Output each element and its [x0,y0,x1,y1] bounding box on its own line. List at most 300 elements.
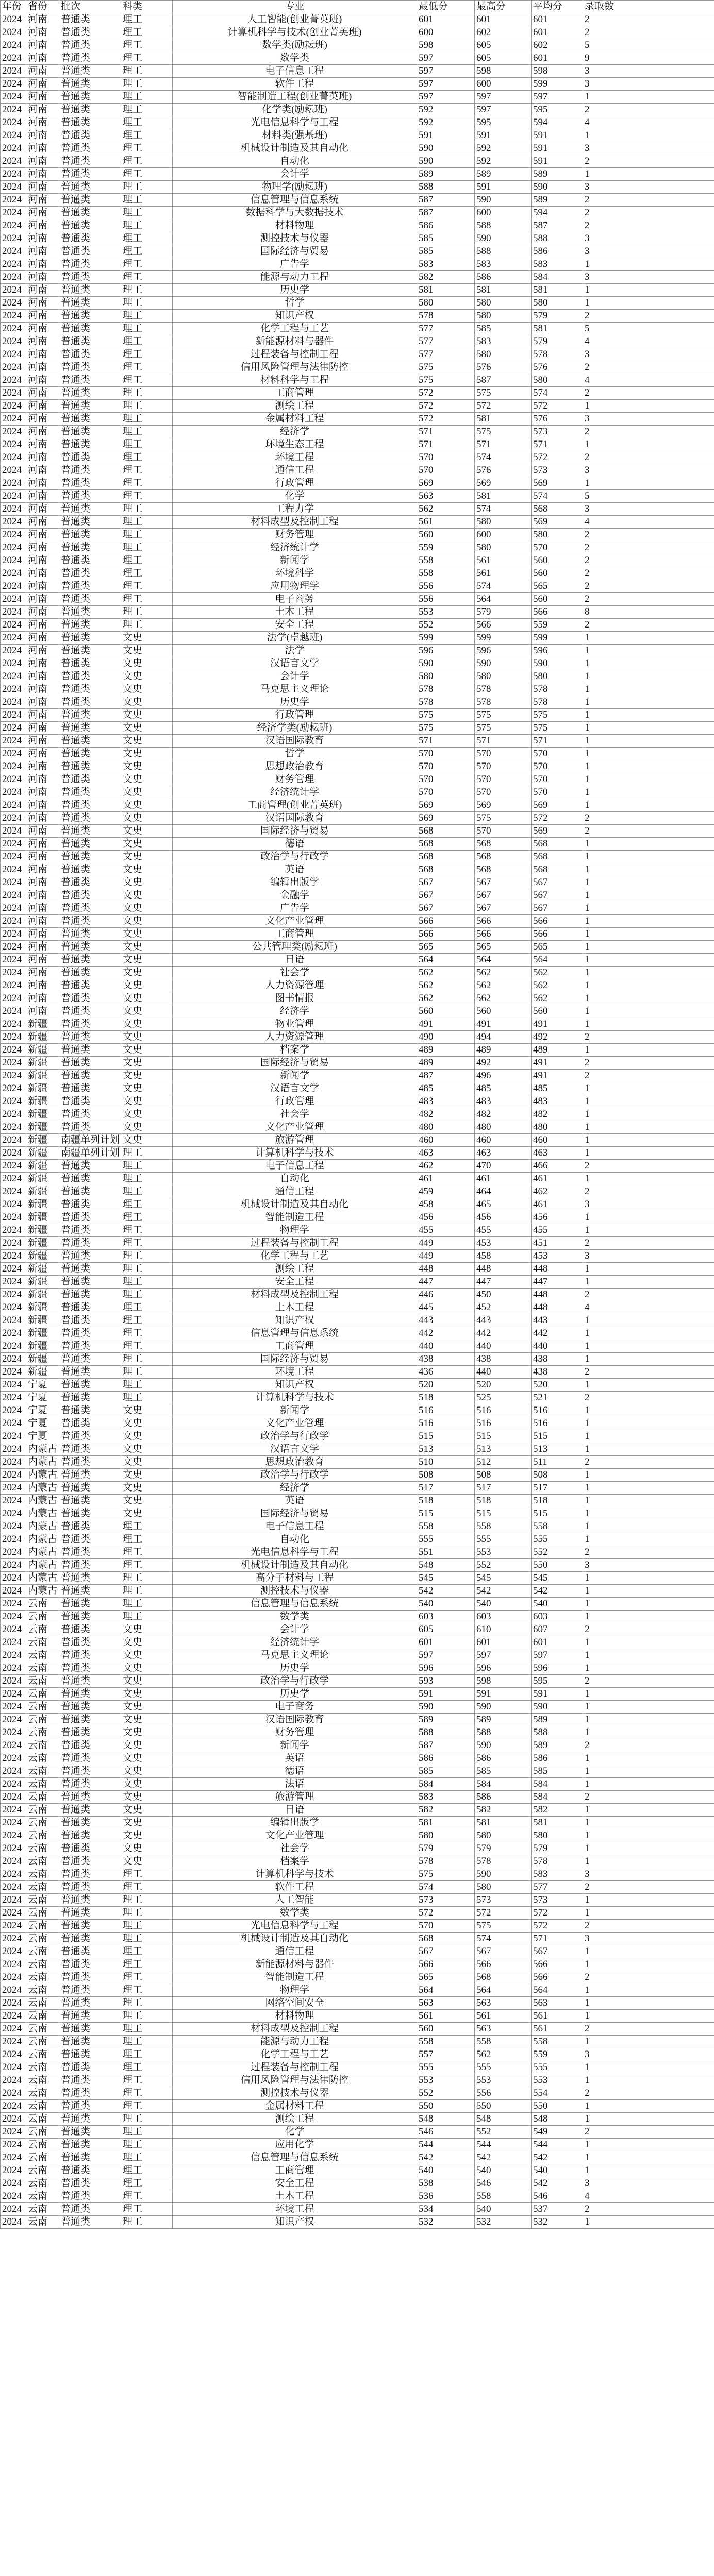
major-cell: 光电信息科学与工程 [173,1546,417,1559]
avg-score-cell: 568 [532,838,583,851]
admitted-count-cell: 2 [583,554,714,567]
province-cell: 河南 [26,104,59,116]
max-score-cell: 485 [475,1082,532,1095]
min-score-cell: 578 [417,683,475,696]
admitted-count-cell: 1 [583,1945,714,1958]
category-cell: 理工 [121,1559,173,1572]
avg-score-cell: 559 [532,619,583,632]
max-score-cell: 438 [475,1353,532,1366]
year-cell: 2024 [1,1160,26,1173]
batch-cell: 普通类 [59,786,121,799]
province-cell: 新疆 [26,1263,59,1276]
max-score-cell: 590 [475,657,532,670]
avg-score-cell: 491 [532,1018,583,1031]
batch-cell: 普通类 [59,1945,121,1958]
batch-cell: 普通类 [59,65,121,78]
avg-score-cell: 560 [532,554,583,567]
min-score-cell: 558 [417,554,475,567]
batch-cell: 普通类 [59,1366,121,1379]
category-cell: 理工 [121,1572,173,1585]
year-cell: 2024 [1,503,26,516]
province-cell: 新疆 [26,1070,59,1082]
max-score-cell: 544 [475,2139,532,2151]
admitted-count-cell: 1 [583,1636,714,1649]
avg-score-cell: 595 [532,104,583,116]
table-row [1,2023,714,2036]
avg-score-cell: 491 [532,1057,583,1070]
table-row [1,1778,714,1791]
province-cell: 云南 [26,1636,59,1649]
admitted-count-cell: 3 [583,271,714,284]
avg-score-cell: 511 [532,1456,583,1469]
avg-score-cell: 578 [532,696,583,709]
major-cell: 经济学 [173,1005,417,1018]
admitted-count-cell: 4 [583,374,714,387]
max-score-cell: 566 [475,928,532,941]
table-row [1,387,714,400]
major-cell: 思想政治教育 [173,1456,417,1469]
year-cell: 2024 [1,696,26,709]
max-score-cell: 588 [475,245,532,258]
avg-score-cell: 590 [532,1701,583,1714]
avg-score-cell: 607 [532,1623,583,1636]
batch-cell: 普通类 [59,799,121,812]
province-cell: 云南 [26,2074,59,2087]
table-row [1,1263,714,1276]
year-cell: 2024 [1,1791,26,1804]
province-cell: 河南 [26,490,59,503]
major-cell: 公共管理类(励耘班) [173,941,417,954]
province-cell: 云南 [26,2177,59,2190]
province-cell: 河南 [26,516,59,529]
admitted-count-cell: 2 [583,1971,714,1984]
max-score-cell: 496 [475,1070,532,1082]
category-cell: 理工 [121,2010,173,2023]
avg-score-cell: 569 [532,825,583,838]
category-cell: 理工 [121,258,173,271]
avg-score-cell: 447 [532,1276,583,1289]
province-cell: 河南 [26,65,59,78]
max-score-cell: 483 [475,1095,532,1108]
province-cell: 内蒙古 [26,1585,59,1598]
major-cell: 汉语言文学 [173,1443,417,1456]
category-cell: 文史 [121,1443,173,1456]
province-cell: 云南 [26,1778,59,1791]
batch-cell: 普通类 [59,2074,121,2087]
header-row [1,1,714,13]
table-row [1,129,714,142]
province-cell: 云南 [26,2126,59,2139]
max-score-cell: 570 [475,773,532,786]
admitted-count-cell: 3 [583,2048,714,2061]
table-row [1,2190,714,2203]
min-score-cell: 584 [417,1778,475,1791]
province-cell: 河南 [26,271,59,284]
table-row [1,1495,714,1507]
admitted-count-cell: 1 [583,657,714,670]
batch-cell: 普通类 [59,1327,121,1340]
admitted-count-cell: 1 [583,1173,714,1185]
year-cell: 2024 [1,554,26,567]
category-cell: 文史 [121,1662,173,1675]
max-score-cell: 564 [475,954,532,967]
major-cell: 社会学 [173,1842,417,1855]
admitted-count-cell: 1 [583,1108,714,1121]
admitted-count-cell: 1 [583,1327,714,1340]
batch-cell: 普通类 [59,541,121,554]
year-cell: 2024 [1,1082,26,1095]
admitted-count-cell: 1 [583,889,714,902]
min-score-cell: 580 [417,670,475,683]
avg-score-cell: 569 [532,799,583,812]
year-cell: 2024 [1,1289,26,1301]
province-cell: 新疆 [26,1147,59,1160]
category-cell: 理工 [121,116,173,129]
admitted-count-cell: 1 [583,799,714,812]
category-cell: 理工 [121,1289,173,1301]
table-row [1,2126,714,2139]
min-score-cell: 485 [417,1082,475,1095]
province-cell: 内蒙古 [26,1495,59,1507]
min-score-cell: 548 [417,2113,475,2126]
major-cell: 计算机科学与技术 [173,1392,417,1404]
table-row [1,1392,714,1404]
batch-cell: 普通类 [59,2023,121,2036]
min-score-cell: 580 [417,1829,475,1842]
batch-cell: 普通类 [59,1688,121,1701]
batch-cell: 普通类 [59,2100,121,2113]
year-cell: 2024 [1,748,26,760]
admitted-count-cell: 1 [583,1482,714,1495]
min-score-cell: 575 [417,722,475,735]
admitted-count-cell: 2 [583,1623,714,1636]
min-score-cell: 553 [417,2074,475,2087]
max-score-cell: 460 [475,1134,532,1147]
major-cell: 文化产业管理 [173,1417,417,1430]
min-score-cell: 579 [417,1842,475,1855]
province-cell: 河南 [26,902,59,915]
major-cell: 应用化学 [173,2139,417,2151]
year-cell: 2024 [1,1842,26,1855]
max-score-cell: 580 [475,310,532,323]
avg-score-cell: 587 [532,219,583,232]
province-cell: 新疆 [26,1108,59,1121]
min-score-cell: 553 [417,606,475,619]
table-row [1,26,714,39]
year-cell: 2024 [1,902,26,915]
category-cell: 理工 [121,2139,173,2151]
table-row [1,1971,714,1984]
batch-cell: 普通类 [59,1520,121,1533]
major-cell: 信息管理与信息系统 [173,2151,417,2164]
admitted-count-cell: 1 [583,1842,714,1855]
avg-score-cell: 589 [532,168,583,181]
province-cell: 河南 [26,284,59,297]
year-cell: 2024 [1,2139,26,2151]
min-score-cell: 570 [417,464,475,477]
province-cell: 河南 [26,348,59,361]
min-score-cell: 562 [417,967,475,979]
batch-cell: 普通类 [59,1778,121,1791]
max-score-cell: 570 [475,748,532,760]
max-score-cell: 443 [475,1314,532,1327]
table-row [1,13,714,26]
admitted-count-cell: 1 [583,645,714,657]
admitted-count-cell: 1 [583,992,714,1005]
category-cell: 理工 [121,1533,173,1546]
year-cell: 2024 [1,1276,26,1289]
province-cell: 河南 [26,26,59,39]
min-score-cell: 480 [417,1121,475,1134]
table-row [1,541,714,554]
max-score-cell: 610 [475,1623,532,1636]
min-score-cell: 518 [417,1495,475,1507]
province-cell: 云南 [26,2087,59,2100]
avg-score-cell: 570 [532,786,583,799]
category-cell: 文史 [121,1778,173,1791]
table-row [1,1070,714,1082]
table-row [1,863,714,876]
table-row [1,1984,714,1997]
batch-cell: 普通类 [59,1752,121,1765]
admitted-count-cell: 3 [583,348,714,361]
major-cell: 国际经济与贸易 [173,825,417,838]
major-cell: 过程装备与控制工程 [173,348,417,361]
major-cell: 安全工程 [173,2177,417,2190]
category-cell: 理工 [121,1147,173,1160]
avg-score-cell: 453 [532,1250,583,1263]
avg-score-cell: 602 [532,39,583,52]
major-cell: 数学类 [173,1907,417,1920]
batch-cell: 普通类 [59,1456,121,1469]
avg-score-cell: 601 [532,52,583,65]
max-score-cell: 562 [475,967,532,979]
major-cell: 政治学与行政学 [173,1430,417,1443]
category-cell: 理工 [121,477,173,490]
avg-score-cell: 584 [532,271,583,284]
table-row [1,194,714,207]
batch-cell: 普通类 [59,696,121,709]
category-cell: 理工 [121,426,173,438]
province-cell: 云南 [26,2061,59,2074]
min-score-cell: 589 [417,168,475,181]
province-cell: 河南 [26,580,59,593]
batch-cell: 普通类 [59,683,121,696]
batch-cell: 普通类 [59,2010,121,2023]
admitted-count-cell: 1 [583,1147,714,1160]
admitted-count-cell: 1 [583,632,714,645]
avg-score-cell: 571 [532,1933,583,1945]
year-cell: 2024 [1,992,26,1005]
max-score-cell: 586 [475,1791,532,1804]
avg-score-cell: 586 [532,245,583,258]
major-cell: 电子信息工程 [173,1160,417,1173]
year-cell: 2024 [1,735,26,748]
table-row [1,323,714,335]
year-cell: 2024 [1,838,26,851]
year-cell: 2024 [1,323,26,335]
major-cell: 电子商务 [173,1701,417,1714]
avg-score-cell: 594 [532,116,583,129]
table-row [1,2074,714,2087]
avg-score-cell: 567 [532,902,583,915]
province-cell: 新疆 [26,1366,59,1379]
category-cell: 文史 [121,1623,173,1636]
admitted-count-cell: 1 [583,1598,714,1611]
province-cell: 新疆 [26,1134,59,1147]
batch-cell: 普通类 [59,1842,121,1855]
table-row [1,1894,714,1907]
province-cell: 云南 [26,1714,59,1726]
admitted-count-cell: 2 [583,619,714,632]
year-cell: 2024 [1,1379,26,1392]
table-row [1,529,714,541]
admitted-count-cell: 2 [583,426,714,438]
max-score-cell: 589 [475,1714,532,1726]
max-score-cell: 574 [475,1933,532,1945]
min-score-cell: 570 [417,760,475,773]
major-cell: 安全工程 [173,1276,417,1289]
major-cell: 新能源材料与器件 [173,1958,417,1971]
avg-score-cell: 583 [532,258,583,271]
major-cell: 通信工程 [173,464,417,477]
batch-cell: 普通类 [59,194,121,207]
admitted-count-cell: 2 [583,13,714,26]
province-cell: 新疆 [26,1082,59,1095]
category-cell: 文史 [121,735,173,748]
major-cell: 行政管理 [173,477,417,490]
admitted-count-cell: 1 [583,168,714,181]
min-score-cell: 568 [417,863,475,876]
category-cell: 理工 [121,438,173,451]
min-score-cell: 459 [417,1185,475,1198]
avg-score-cell: 550 [532,2100,583,2113]
avg-score-cell: 589 [532,1739,583,1752]
category-cell: 文史 [121,1688,173,1701]
avg-score-cell: 521 [532,1392,583,1404]
year-cell: 2024 [1,413,26,426]
province-cell: 河南 [26,979,59,992]
category-cell: 文史 [121,1044,173,1057]
table-row [1,1649,714,1662]
admitted-count-cell: 3 [583,245,714,258]
batch-cell: 普通类 [59,1404,121,1417]
max-score-cell: 515 [475,1507,532,1520]
admitted-count-cell: 4 [583,335,714,348]
province-cell: 河南 [26,748,59,760]
year-cell: 2024 [1,1778,26,1791]
category-cell: 理工 [121,168,173,181]
table-row [1,2010,714,2023]
table-row [1,1829,714,1842]
admitted-count-cell: 1 [583,2113,714,2126]
province-cell: 云南 [26,1855,59,1868]
year-cell: 2024 [1,477,26,490]
table-row [1,773,714,786]
category-cell: 理工 [121,1920,173,1933]
table-row [1,1572,714,1585]
province-cell: 河南 [26,1005,59,1018]
max-score-cell: 480 [475,1121,532,1134]
avg-score-cell: 554 [532,2087,583,2100]
admitted-count-cell: 2 [583,1070,714,1082]
max-score-cell: 453 [475,1237,532,1250]
category-cell: 理工 [121,1933,173,1945]
admitted-count-cell: 2 [583,1546,714,1559]
min-score-cell: 591 [417,129,475,142]
batch-cell: 普通类 [59,941,121,954]
batch-cell: 普通类 [59,851,121,863]
year-cell: 2024 [1,1263,26,1276]
max-score-cell: 525 [475,1392,532,1404]
max-score-cell: 578 [475,683,532,696]
table-row [1,2164,714,2177]
table-row [1,168,714,181]
major-cell: 光电信息科学与工程 [173,1920,417,1933]
table-row [1,1482,714,1495]
min-score-cell: 568 [417,838,475,851]
province-cell: 河南 [26,876,59,889]
admitted-count-cell: 1 [583,1134,714,1147]
max-score-cell: 568 [475,1971,532,1984]
major-cell: 历史学 [173,284,417,297]
category-cell: 理工 [121,207,173,219]
year-cell: 2024 [1,1945,26,1958]
table-row [1,65,714,78]
major-cell: 测绘工程 [173,400,417,413]
avg-score-cell: 456 [532,1211,583,1224]
major-cell: 人力资源管理 [173,979,417,992]
province-cell: 云南 [26,1933,59,1945]
major-cell: 物业管理 [173,1018,417,1031]
table-row [1,2100,714,2113]
max-score-cell: 442 [475,1327,532,1340]
admitted-count-cell: 4 [583,1301,714,1314]
min-score-cell: 590 [417,142,475,155]
batch-cell: 普通类 [59,593,121,606]
admitted-count-cell: 3 [583,1559,714,1572]
avg-score-cell: 562 [532,967,583,979]
table-row [1,1933,714,1945]
admitted-count-cell: 1 [583,1752,714,1765]
province-cell: 云南 [26,1649,59,1662]
header-year: 年份 [1,1,26,13]
province-cell: 云南 [26,1958,59,1971]
min-score-cell: 588 [417,181,475,194]
batch-cell: 普通类 [59,39,121,52]
province-cell: 内蒙古 [26,1546,59,1559]
table-row [1,1237,714,1250]
batch-cell: 普通类 [59,2164,121,2177]
avg-score-cell: 546 [532,2190,583,2203]
max-score-cell: 556 [475,2087,532,2100]
major-cell: 工商管理 [173,387,417,400]
min-score-cell: 569 [417,812,475,825]
admitted-count-cell: 2 [583,529,714,541]
avg-score-cell: 540 [532,2164,583,2177]
batch-cell: 普通类 [59,1611,121,1623]
batch-cell: 普通类 [59,13,121,26]
year-cell: 2024 [1,541,26,554]
year-cell: 2024 [1,1147,26,1160]
category-cell: 理工 [121,104,173,116]
admitted-count-cell: 1 [583,1430,714,1443]
province-cell: 河南 [26,722,59,735]
admitted-count-cell: 1 [583,2061,714,2074]
avg-score-cell: 603 [532,1611,583,1623]
admitted-count-cell: 2 [583,219,714,232]
avg-score-cell: 597 [532,1649,583,1662]
